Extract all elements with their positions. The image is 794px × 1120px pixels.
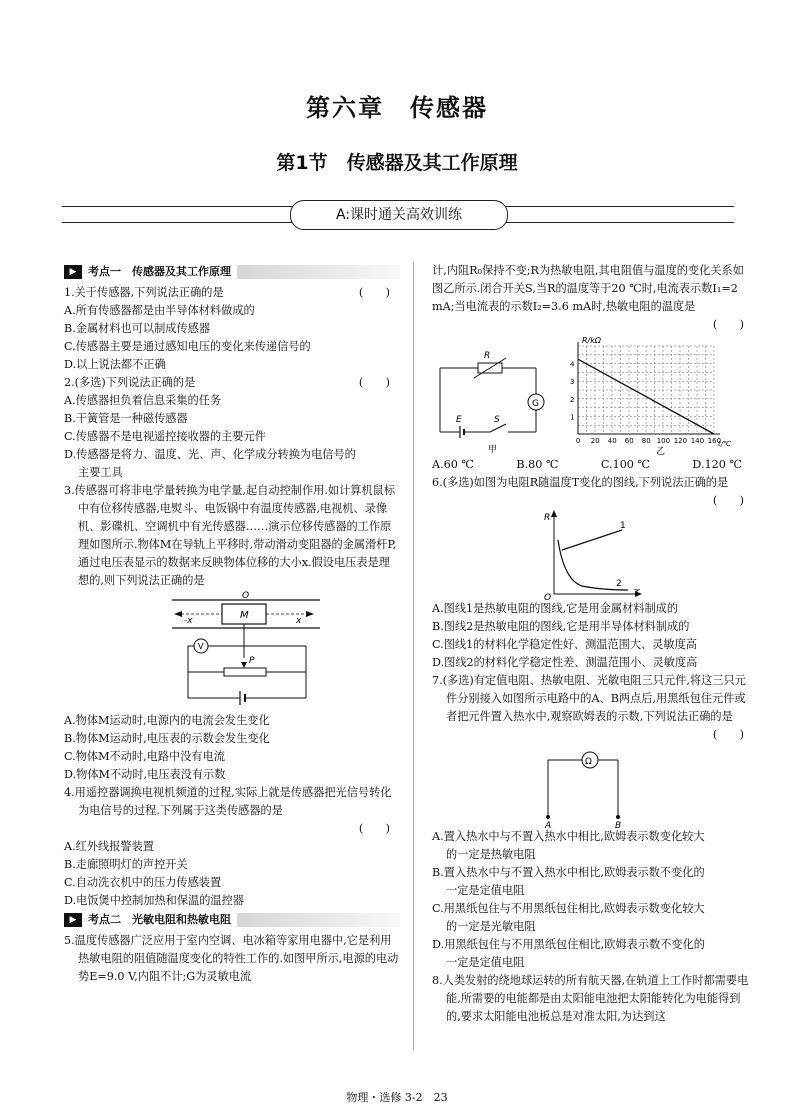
chart-x-tick-label: 160 (707, 437, 722, 445)
fig-label-g: G (532, 399, 539, 409)
fig-label-p: P (249, 656, 255, 666)
chart-x-tick-label: 140 (690, 437, 705, 445)
chart-y-tick-label: 1 (570, 413, 575, 422)
kaodian-1-header (64, 262, 400, 282)
fig-label-r: R (544, 513, 551, 523)
question-3: 3.传感器可将非电学量转换为电学量,起自动控制作用.如计算机鼠标中有位移传感器,电熨斗、电饭锅中有温度传感器,电视机、录像机、影碟机、空调机中有光传感器……演示位移传感器的工作原理如图所示.物体M在导轨上平移时,带动滑动变阻器的金属滑杆P,通过电压表显示的数据来反映物体位移的大小x.假设电压表是理想的,则下列说法正确的是 (64, 484, 397, 587)
option: D.物体M不动时,电压表没有示数 (64, 768, 226, 781)
option: B.金属材料也可以制成传感器 (64, 322, 211, 335)
fig-label-a: A (545, 821, 552, 828)
fig-label-x: x (296, 616, 302, 626)
chart-y-tick-label: 2 (570, 395, 575, 404)
fig-label-jia: 甲 (488, 445, 498, 455)
answer-blank: ( ) (358, 822, 390, 835)
option-continuation: 一定是定值电阻 (446, 956, 525, 969)
option: C.用黑纸包住与不用黑纸包住相比,欧姆表示数变化较大 (432, 902, 705, 915)
q5-figures (432, 334, 754, 456)
kaodian-fade-bar (237, 265, 400, 279)
option-continuation: 一定是定值电阻 (446, 884, 525, 897)
chart-x-tick-label: 40 (607, 437, 617, 445)
chart-ylabel: R/kΩ (582, 336, 601, 345)
option: D.传感器是将力、温度、光、声、化学成分转换为电信号的 (64, 448, 356, 461)
fig-label-1: 1 (620, 521, 626, 531)
option: C.传感器不是电视遥控接收器的主要元件 (64, 430, 266, 443)
question-4: 4.用遥控器调换电视机频道的过程,实际上就是传感器把光信号转化为电信号的过程.下列属于这类传感器的是 (64, 786, 392, 817)
q1-stem: 1.关于传感器,下列说法正确的是 (64, 286, 224, 299)
fig-label-v: V (198, 642, 204, 651)
question-5: 5.温度传感器广泛应用于室内空调、电冰箱等家用电器中,它是利用热敏电阻的阻值随温度变化的特性工作的.如图甲所示,电源的电动势E=9.0 V,内阻不计;G为灵敏电流 (64, 934, 399, 983)
kaodian-fade-bar (237, 913, 400, 927)
q3-displacement-figure (64, 590, 400, 712)
q2-stem: 2.(多选)下列说法正确的是 (64, 376, 196, 389)
column-divider (413, 262, 414, 1050)
option: A.物体M运动时,电源内的电流会发生变化 (64, 714, 270, 727)
page-footer: 物理・选修 3-2 23 (346, 1091, 448, 1104)
fig-label-ohm: Ω (585, 757, 592, 767)
question-6: 6.(多选)如图为电阻R随温度T变化的图线,下列说法正确的是 (432, 476, 729, 489)
option: B.置入热水中与不置入热水中相比,欧姆表示数不变化的 (432, 866, 705, 879)
chart-y-tick-label: 4 (570, 360, 575, 369)
chart-x-tick-label: 80 (641, 437, 651, 445)
q7-ohmmeter-figure (432, 744, 754, 828)
fig-label-s: S (494, 415, 500, 425)
option: A.图线1是热敏电阻的图线,它是用金属材料制成的 (432, 602, 679, 615)
chart-y-tick-label: 3 (570, 378, 575, 387)
question-7 (432, 672, 754, 741)
q7-stem: 7.(多选)有定值电阻、热敏电阻、光敏电阻三只元件,将这三只元件分别接入如图所示电路中的A、B两点后,用黑纸包住元件或者把元件置入热水中,观察欧姆表的示数,下列说法正确的是 (432, 674, 746, 723)
option: C.传感器主要是通过感知电压的变化来传递信号的 (64, 340, 311, 353)
fig-label-t: T (634, 589, 640, 599)
option: C.自动洗衣机中的压力传感装置 (64, 876, 222, 889)
fig-label-m: M (240, 610, 249, 621)
q5-options-row (432, 456, 754, 474)
option-continuation: 的一定是光敏电阻 (446, 920, 536, 933)
option: D.电饭煲中控制加热和保温的温控器 (64, 894, 244, 907)
chart-x-tick-label: 20 (590, 437, 600, 445)
fig-label-minus-x: -x (184, 616, 193, 626)
fig-label-b: B (615, 821, 622, 828)
kaodian-2-label: 考点二 光敏电阻和热敏电阻 (88, 913, 231, 926)
answer-blank: ( ) (358, 376, 390, 389)
section-title: 第1节 传感器及其工作原理 (276, 152, 518, 174)
option: D.120 ℃ (692, 458, 742, 471)
right-column (432, 262, 754, 1026)
chart-x-tick-label: 60 (624, 437, 634, 445)
chapter-title: 第六章 传感器 (306, 94, 488, 122)
option: A.传感器担负着信息采集的任务 (64, 394, 222, 407)
chart-x-tick-label: 0 (575, 437, 581, 445)
option: C.100 ℃ (600, 458, 651, 471)
question-1 (64, 284, 400, 302)
option: D.图线2的材料化学稳定性差、测温范围小、灵敏度高 (432, 656, 698, 669)
option: A.红外线报警装置 (64, 840, 154, 853)
fig-label-e: E (456, 415, 462, 425)
fig-label-yi: 乙 (656, 447, 666, 456)
option: A.60 ℃ (432, 458, 474, 471)
option: B.物体M运动时,电压表的示数会发生变化 (64, 732, 270, 745)
arrow-right-icon: ▶ (64, 913, 82, 927)
answer-blank: ( ) (712, 318, 744, 331)
banner-label: A:课时通关高效训练 (290, 200, 508, 230)
arrow-right-icon: ▶ (64, 265, 82, 279)
option: B.图线2是热敏电阻的图线,它是用半导体材料制成的 (432, 620, 690, 633)
fig-label-r: R (484, 351, 491, 361)
q5-circuit-figure-jia (432, 334, 552, 456)
answer-blank: ( ) (358, 286, 390, 299)
option-continuation: 主要工具 (78, 466, 123, 479)
q6-r-t-graph (432, 510, 754, 600)
kaodian-1-label: 考点一 传感器及其工作原理 (88, 265, 231, 278)
question-2 (64, 374, 400, 392)
option: B.走廊照明灯的声控开关 (64, 858, 188, 871)
option: D.用黑纸包住与不用黑纸包住相比,欧姆表示数不变化的 (432, 938, 705, 951)
option: A.置入热水中与不置入热水中相比,欧姆表示数变化较大 (432, 830, 705, 843)
chart-x-tick-label: 100 (656, 437, 671, 445)
option: B.80 ℃ (516, 458, 559, 471)
answer-blank: ( ) (712, 728, 744, 741)
option: C.图线1的材料化学稳定性好、测温范围大、灵敏度高 (432, 638, 697, 651)
left-column (64, 262, 400, 986)
fig-label-2: 2 (616, 579, 622, 589)
q5-resistance-temperature-chart (552, 334, 748, 456)
graph-line-1 (562, 530, 622, 550)
option: B.干簧管是一种磁传感器 (64, 412, 188, 425)
option: A.所有传感器都是由半导体材料做成的 (64, 304, 255, 317)
fig-label-o: O (242, 591, 250, 601)
chart-xlabel: t/℃ (718, 440, 731, 448)
kaodian-2-header (64, 910, 400, 930)
question-8: 8.人类发射的绕地球运转的所有航天器,在轨道上工作时都需要电能,所需要的电能都是由太阳能电池把太阳能转化为电能得到的,要求太阳能电池板总是对准太阳,为达到这 (432, 974, 749, 1023)
chart-x-tick-label: 120 (673, 437, 688, 445)
q5-stem-continuation: 计,内阻R₀保持不变;R为热敏电阻,其电阻值与温度的变化关系如图乙所示.闭合开关S,当R的温度等于20 ℃时,电流表示数I₁=2 mA;当电流表的示数I₂=3.6 mA时,热敏电阻的温度是 (432, 264, 744, 313)
option-continuation: 的一定是热敏电阻 (446, 848, 536, 861)
fig-label-o: O (544, 593, 552, 600)
option: D.以上说法都不正确 (64, 358, 166, 371)
answer-blank: ( ) (712, 494, 744, 507)
option: C.物体M不动时,电路中没有电流 (64, 750, 225, 763)
